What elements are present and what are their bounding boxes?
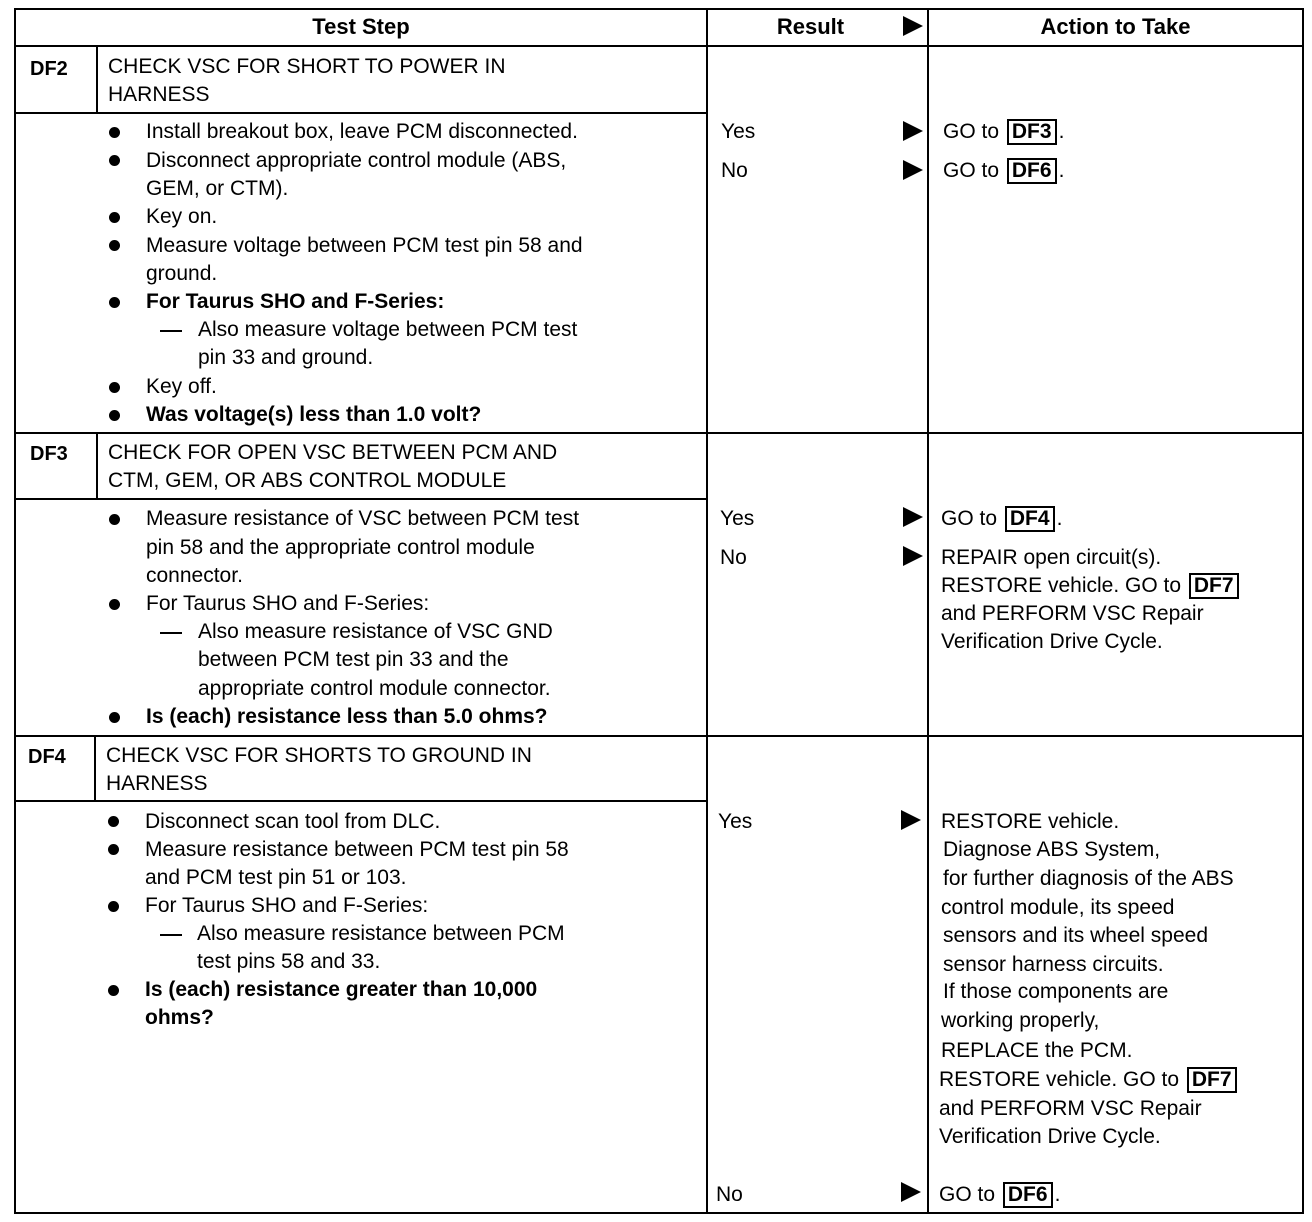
df3-substep-line2: between PCM test pin 33 and the	[198, 648, 509, 671]
bullet-icon	[109, 712, 120, 723]
df4-action-yes-line10	[939, 1066, 1239, 1094]
table-border-top	[14, 8, 1304, 10]
df2-substep-line1: Also measure voltage between PCM test	[198, 318, 578, 341]
df3-title-line2: CTM, GEM, OR ABS CONTROL MODULE	[108, 469, 507, 492]
df4-action-no: GO to DF6 .	[939, 1183, 1061, 1206]
df4-action-yes-line1: RESTORE vehicle.	[941, 810, 1120, 833]
bullet-icon	[109, 599, 120, 610]
df2-title-line1: CHECK VSC FOR SHORT TO POWER IN	[108, 55, 506, 78]
df2-step-6: Key off.	[146, 375, 217, 398]
header-divider	[14, 45, 1304, 47]
table-border-left	[14, 8, 16, 1214]
bullet-icon	[108, 816, 119, 827]
arrow-icon	[903, 160, 923, 180]
bullet-icon	[109, 212, 120, 223]
df4-substep-line1: Also measure resistance between PCM	[197, 922, 565, 945]
header-result: Result	[776, 14, 845, 39]
df3-title-divider	[14, 498, 708, 500]
df4-action-yes-line12: Verification Drive Cycle.	[939, 1125, 1161, 1148]
df3-ref-df4[interactable]: DF4	[1005, 506, 1055, 532]
bullet-icon	[108, 901, 119, 912]
dash-icon	[160, 330, 182, 332]
dash-icon	[160, 632, 182, 634]
df2-step-3: Key on.	[146, 205, 218, 228]
df3-result-yes: Yes	[720, 507, 755, 530]
df4-action-yes-line10-text: RESTORE vehicle. GO to	[939, 1068, 1180, 1091]
df2-action-no-text: GO to	[943, 159, 1000, 182]
header-arrow-icon	[903, 16, 923, 36]
header-test-step: Test Step	[312, 14, 410, 39]
df4-action-yes-line9: REPLACE the PCM.	[941, 1039, 1133, 1062]
df2-substep-line2: pin 33 and ground.	[198, 346, 374, 369]
df4-step-1: Disconnect scan tool from DLC.	[145, 810, 441, 833]
df2-title-line2: HARNESS	[108, 83, 210, 106]
df4-action-yes-line11: and PERFORM VSC Repair	[939, 1097, 1202, 1120]
df4-step-3: For Taurus SHO and F-Series:	[145, 894, 429, 917]
df4-action-yes-line5: sensors and its wheel speed	[943, 924, 1208, 947]
df3-substep-line1: Also measure resistance of VSC GND	[198, 620, 553, 643]
df4-action-yes-line2: Diagnose ABS System,	[943, 838, 1161, 861]
df3-action-no-line2-text: RESTORE vehicle. GO to	[941, 574, 1182, 597]
df3-step-3: Is (each) resistance less than 5.0 ohms?	[146, 705, 548, 728]
bullet-icon	[109, 514, 120, 525]
df3-action-yes: GO to DF4 .	[941, 507, 1063, 530]
df2-action-yes-text: GO to	[943, 120, 1000, 143]
df3-code-divider	[96, 434, 98, 499]
df3-result-no: No	[720, 546, 747, 569]
df4-ref-df6[interactable]: DF6	[1003, 1182, 1053, 1208]
df4-action-yes-line8: working properly,	[941, 1009, 1100, 1032]
df2-step-4-line2: ground.	[146, 262, 218, 285]
df3-title-line1: CHECK FOR OPEN VSC BETWEEN PCM AND	[108, 441, 558, 464]
df4-action-yes-line7: If those components are	[943, 980, 1169, 1003]
bullet-icon	[109, 297, 120, 308]
arrow-icon	[901, 1182, 921, 1202]
df2-step-2-line2: GEM, or CTM).	[146, 177, 289, 200]
table-border-bottom	[14, 1212, 1304, 1214]
df3-action-no-line2	[941, 572, 1241, 600]
df3-action-yes-text: GO to	[941, 507, 998, 530]
arrow-icon	[903, 546, 923, 566]
bullet-icon	[109, 382, 120, 393]
df2-action-yes: GO to DF3 .	[943, 120, 1065, 143]
bullet-icon	[109, 127, 120, 138]
df2-code-divider	[96, 47, 98, 113]
df2-step-4-line1: Measure voltage between PCM test pin 58 and	[146, 234, 583, 257]
df2-action-no: GO to DF6 .	[943, 159, 1065, 182]
df4-step-2-line1: Measure resistance between PCM test pin 58	[145, 838, 569, 861]
arrow-icon	[901, 810, 921, 830]
df4-step-code: DF4	[28, 746, 66, 768]
bullet-icon	[109, 155, 120, 166]
dash-icon	[160, 934, 182, 936]
df3-ref-df7[interactable]: DF7	[1189, 573, 1239, 599]
df4-step-2-line2: and PCM test pin 51 or 103.	[145, 866, 407, 889]
df2-ref-df6[interactable]: DF6	[1007, 158, 1057, 184]
column-divider-action	[927, 8, 929, 1214]
header-action: Action to Take	[1040, 14, 1191, 39]
arrow-icon	[903, 507, 923, 527]
df2-title-divider	[14, 112, 708, 114]
column-divider-result	[706, 8, 708, 1214]
row-divider-df4	[14, 735, 1304, 737]
df4-action-yes-line4: control module, its speed	[941, 896, 1175, 919]
df3-action-no-line1: REPAIR open circuit(s).	[941, 546, 1162, 569]
df3-action-no-line3: and PERFORM VSC Repair	[941, 602, 1204, 625]
df3-step-1-line3: connector.	[146, 564, 243, 587]
arrow-icon	[903, 121, 923, 141]
df3-step-1-line2: pin 58 and the appropriate control module	[146, 536, 535, 559]
df3-step-code: DF3	[30, 443, 68, 465]
df2-step-2-line1: Disconnect appropriate control module (ABS,	[146, 149, 567, 172]
df4-action-yes-line6: sensor harness circuits.	[943, 953, 1164, 976]
df3-step-1-line1: Measure resistance of VSC between PCM test	[146, 507, 580, 530]
df2-step-7: Was voltage(s) less than 1.0 volt?	[146, 403, 482, 426]
df3-action-no-line4: Verification Drive Cycle.	[941, 630, 1163, 653]
df4-result-no: No	[716, 1183, 743, 1206]
df2-step-code: DF2	[30, 58, 68, 80]
bullet-icon	[109, 240, 120, 251]
df4-title-line2: HARNESS	[106, 772, 208, 795]
df4-result-yes: Yes	[718, 810, 753, 833]
df2-step-1: Install breakout box, leave PCM disconnected.	[146, 120, 578, 143]
bullet-icon	[109, 410, 120, 421]
df4-ref-df7[interactable]: DF7	[1187, 1067, 1237, 1093]
row-divider-df3	[14, 432, 1304, 434]
table-border-right	[1302, 8, 1304, 1214]
df4-title-line1: CHECK VSC FOR SHORTS TO GROUND IN	[106, 744, 532, 767]
bullet-icon	[108, 844, 119, 855]
df4-code-divider	[94, 737, 96, 801]
df2-result-yes: Yes	[721, 120, 756, 143]
df2-result-no: No	[721, 159, 748, 182]
df3-substep-line3: appropriate control module connector.	[198, 677, 551, 700]
df2-step-5: For Taurus SHO and F-Series:	[146, 290, 445, 313]
df4-title-divider	[14, 800, 708, 802]
df3-step-2: For Taurus SHO and F-Series:	[146, 592, 430, 615]
df4-substep-line2: test pins 58 and 33.	[197, 950, 381, 973]
df4-action-yes-line3: for further diagnosis of the ABS	[943, 867, 1234, 890]
df4-step-4-line1: Is (each) resistance greater than 10,000	[145, 978, 538, 1001]
df2-ref-df3[interactable]: DF3	[1007, 119, 1057, 145]
bullet-icon	[108, 985, 119, 996]
df4-action-no-text: GO to	[939, 1183, 996, 1206]
df4-step-4-line2: ohms?	[145, 1006, 214, 1029]
